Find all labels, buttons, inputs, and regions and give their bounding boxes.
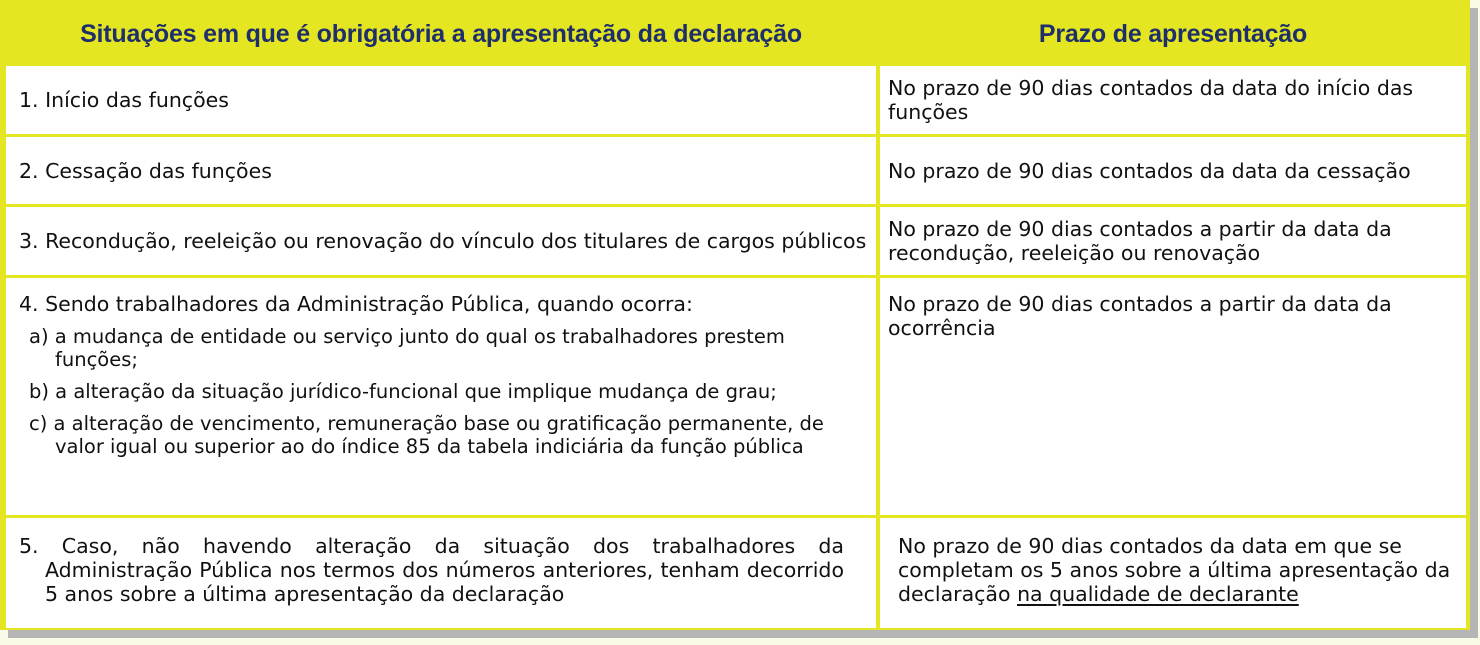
deadline-text: No prazo de 90 dias contados da data da cessação bbox=[888, 158, 1411, 183]
table-row-5-deadline bbox=[880, 518, 1466, 628]
table-row-5-situation bbox=[6, 518, 876, 628]
subitem-b: b) a alteração da situação jurídico-funcional que implique mudança de grau; bbox=[29, 380, 777, 403]
table-row-4-situation bbox=[6, 278, 876, 515]
table-row-1-deadline bbox=[880, 66, 1466, 134]
table-row-2-situation bbox=[6, 137, 876, 204]
table-row-2-deadline bbox=[880, 137, 1466, 204]
column-header-deadline: Prazo de apresentação bbox=[1038, 19, 1308, 48]
table-row-4-deadline bbox=[880, 278, 1466, 515]
subitem-c: c) a alteração de vencimento, remuneração base ou gratificação permanente, de valor igual ou superior ao do índice 85 da tabela indiciária da função pública bbox=[29, 412, 824, 458]
deadline-text: No prazo de 90 dias contados da data do início das funções bbox=[888, 76, 1414, 124]
column-header-situations: Situações em que é obrigatória a apresentação da declaração bbox=[80, 19, 802, 48]
subitem-a: a) a mudança de entidade ou serviço junto do qual os trabalhadores prestem funções; bbox=[29, 325, 785, 371]
situation-text: 5. Caso, não havendo alteração da situação dos trabalhadores da Administração Pública nos termos dos números anteriores, tenham decorrido 5 anos sobre a última apresentação da declaração bbox=[19, 534, 844, 606]
deadline-underlined-text: na qualidade de declarante bbox=[1017, 582, 1299, 606]
deadline-text: No prazo de 90 dias contados da data em que se completam os 5 anos sobre a última apresentação da declaração bbox=[898, 534, 1451, 606]
situation-text: 3. Recondução, reeleição ou renovação do vínculo dos titulares de cargos públicos bbox=[19, 229, 867, 253]
deadline-text: No prazo de 90 dias contados a partir da data da ocorrência bbox=[888, 292, 1392, 340]
situation-text: 2. Cessação das funções bbox=[19, 158, 272, 183]
deadline-text: No prazo de 90 dias contados a partir da data da recondução, reeleição ou renovação bbox=[888, 217, 1392, 265]
situation-text: 4. Sendo trabalhadores da Administração Pública, quando ocorra: bbox=[19, 292, 693, 316]
table-row-1-situation bbox=[6, 66, 876, 134]
situation-text: 1. Início das funções bbox=[19, 88, 229, 112]
table-row-3-situation bbox=[6, 207, 876, 275]
table-row-3-deadline bbox=[880, 207, 1466, 275]
